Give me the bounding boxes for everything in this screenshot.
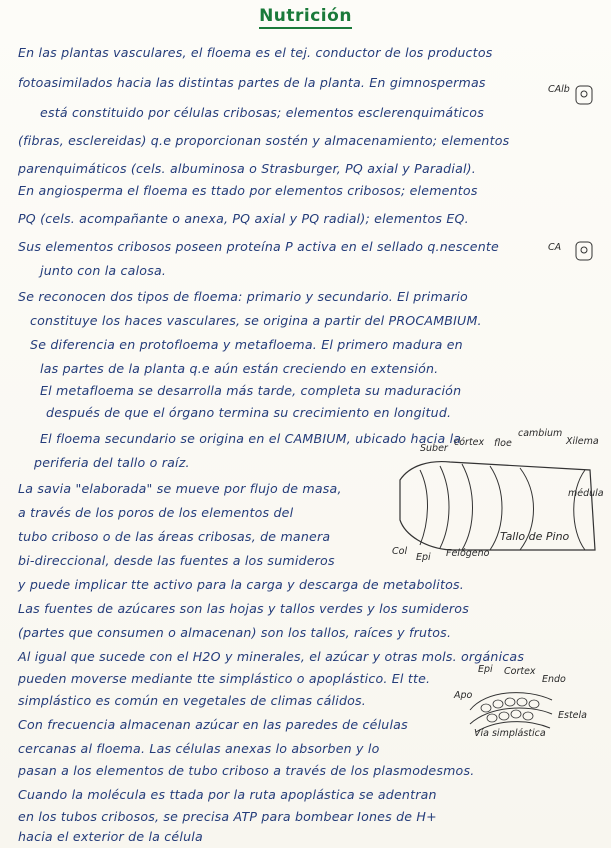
text-line: Al igual que sucede con el H2O y minerales, el azúcar y otras mols. orgánicas bbox=[18, 649, 525, 664]
text-line: Se reconocen dos tipos de floema: primario y secundario. El primario bbox=[18, 289, 468, 304]
margin-label-calb: CAlb bbox=[548, 84, 570, 95]
text-line: y puede implicar tte activo para la carga y descarga de metabolitos. bbox=[18, 577, 464, 592]
text-line: tubo criboso o de las áreas cribosas, de manera bbox=[18, 529, 331, 544]
text-line: Con frecuencia almacenan azúcar en las paredes de células bbox=[18, 717, 408, 732]
text-line: pasan a los elementos de tubo criboso a través de los plasmodesmos. bbox=[18, 763, 475, 778]
title-text: Nutrición bbox=[259, 6, 352, 29]
root-label-estela: Estela bbox=[558, 710, 587, 721]
label-epi: Epi bbox=[416, 552, 431, 563]
text-line: El metafloema se desarrolla más tarde, completa su maduración bbox=[40, 383, 462, 398]
cell-doodle-icon bbox=[570, 82, 600, 108]
stem-diagram bbox=[390, 440, 605, 560]
label-cambium: cambium bbox=[518, 428, 563, 439]
text-line: La savia "elaborada" se mueve por flujo de masa, bbox=[18, 481, 342, 496]
label-col: Col bbox=[392, 546, 408, 557]
label-medula: médula bbox=[568, 488, 604, 499]
root-label-apo: Apo bbox=[454, 690, 473, 701]
text-line: Cuando la molécula es ttada por la ruta apoplástica se adentran bbox=[18, 787, 437, 802]
cell-doodle-icon bbox=[570, 238, 600, 264]
text-line: pueden moverse mediante tte simplástico o apoplástico. El tte. bbox=[18, 671, 431, 686]
stem-caption: Tallo de Pino bbox=[500, 530, 570, 543]
text-line: (fibras, esclereidas) q.e proporcionan sostén y almacenamiento; elementos bbox=[18, 133, 510, 148]
text-line: constituye los haces vasculares, se origina a partir del PROCAMBIUM. bbox=[30, 313, 482, 328]
text-line: cercanas al floema. Las células anexas lo absorben y lo bbox=[18, 741, 380, 756]
text-line: Las fuentes de azúcares son las hojas y tallos verdes y los sumideros bbox=[18, 601, 469, 616]
text-line: El floema secundario se origina en el CAMBIUM, ubicado hacia la bbox=[40, 431, 462, 446]
text-line: junto con la calosa. bbox=[40, 263, 167, 278]
label-felogeno: Felógeno bbox=[446, 548, 490, 559]
text-line: hacia el exterior de la célula bbox=[18, 829, 203, 844]
root-label-via: Vía simplástica bbox=[474, 728, 546, 739]
text-line: En angiosperma el floema es ttado por elementos cribosos; elementos bbox=[18, 183, 478, 198]
text-line: fotoasimilados hacia las distintas partes de la planta. En gimnospermas bbox=[18, 75, 486, 90]
text-line: a través de los poros de los elementos del bbox=[18, 505, 294, 520]
text-line: (partes que consumen o almacenan) son los tallos, raíces y frutos. bbox=[18, 625, 452, 640]
root-label-cortex: Cortex bbox=[504, 666, 536, 677]
root-label-endo: Endo bbox=[542, 674, 566, 685]
text-line bbox=[40, 104, 597, 122]
text-line: periferia del tallo o raíz. bbox=[34, 455, 190, 470]
text-line: simplástico es común en vegetales de climas cálidos. bbox=[18, 693, 367, 708]
text-line: Sus elementos cribosos poseen proteína P activa en el sellado q.nescente bbox=[18, 239, 499, 254]
page-title bbox=[0, 6, 611, 26]
text-line: Se diferencia en protofloema y metafloema. El primero madura en bbox=[30, 337, 463, 352]
label-cortex: córtex bbox=[454, 437, 485, 448]
label-xilema: Xilema bbox=[566, 436, 599, 447]
line-text: está constituido por células cribosas; elementos esclerenquimáticos bbox=[40, 105, 484, 120]
text-line: las partes de la planta q.e aún están creciendo en extensión. bbox=[40, 361, 439, 376]
text-line: PQ (cels. acompañante o anexa, PQ axial y PQ radial); elementos EQ. bbox=[18, 211, 469, 226]
text-line: bi-direccional, desde las fuentes a los sumideros bbox=[18, 553, 335, 568]
text-line: en los tubos cribosos, se precisa ATP para bombear Iones de H+ bbox=[18, 809, 437, 824]
root-label-epi: Epi bbox=[478, 664, 493, 675]
text-line: parenquimáticos (cels. albuminosa o Strasburger, PQ axial y Paradial). bbox=[18, 161, 476, 176]
margin-label-ca: CA bbox=[548, 242, 562, 253]
text-line: después de que el órgano termina su crecimiento en longitud. bbox=[46, 405, 452, 420]
label-suber: Suber bbox=[420, 443, 448, 454]
text-line: En las plantas vasculares, el floema es el tej. conductor de los productos bbox=[18, 45, 493, 60]
label-floe: floe bbox=[494, 438, 512, 449]
